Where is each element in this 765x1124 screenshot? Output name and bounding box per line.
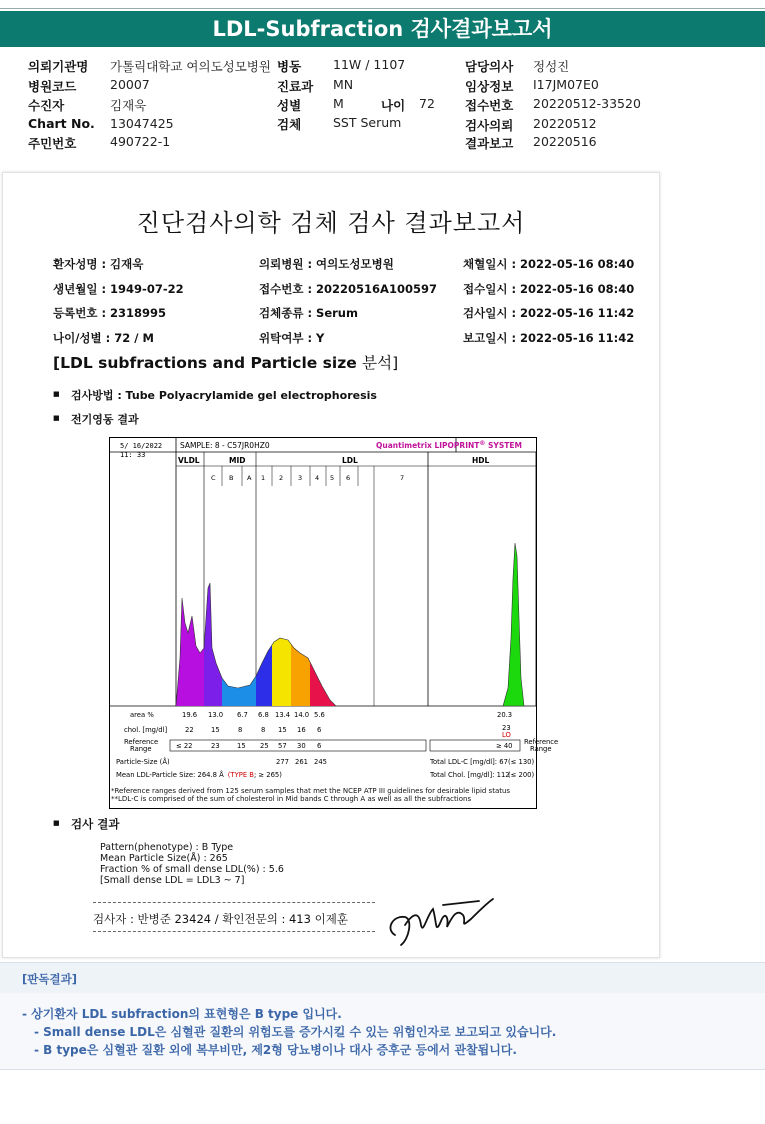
electropherogram: [109, 437, 559, 809]
band-a: A: [247, 474, 252, 482]
patient-label: 수진자: [28, 98, 65, 113]
age-value: 72: [419, 96, 435, 111]
chol-mid-b: 8: [238, 726, 243, 734]
total-ldl-ref: (≤ 130): [508, 758, 535, 766]
total-chol: Total Chol. [mg/dl]: 112: [430, 771, 510, 779]
ref-hdl: ≥ 40: [496, 742, 513, 750]
area-vldl: 19.6: [182, 711, 198, 719]
region-vldl: VLDL: [178, 456, 200, 465]
request-value: 20220512: [533, 116, 597, 131]
ref-label-1: Reference: [124, 738, 159, 746]
method-text: ■ 검사방법 : Tube Polyacrylamide gel electrophoresis: [71, 387, 377, 403]
registration-number: 등록번호 : 2318995: [53, 306, 167, 320]
specimen-label: 검체: [277, 117, 302, 132]
referring-hospital: 의뢰병원 : 여의도성모병원: [259, 257, 394, 271]
age-sex: 나이/성별 : 72 / M: [53, 331, 154, 345]
conclusion-body: [0, 993, 765, 1070]
ref-ldl1: 25: [260, 742, 269, 750]
gram-brand: Quantimetrix LIPOPRINT® SYSTEM: [376, 440, 522, 450]
ref-vldl: ≤ 22: [176, 742, 193, 750]
age-label: 나이: [381, 98, 406, 113]
ref-mid-c: 23: [211, 742, 220, 750]
area-hdl: 20.3: [497, 711, 513, 719]
result-line-pattern: Pattern(phenotype) : B Type: [100, 842, 234, 853]
result-lines: [100, 842, 284, 886]
band-6: 6: [346, 474, 351, 482]
psize-3: 245: [314, 758, 327, 766]
ref-label-right-1: Reference: [524, 738, 559, 746]
collected-at: 채혈일시 : 2022-05-16 08:40: [463, 257, 635, 271]
result-line-definition: [Small dense LDL = LDL3 ~ 7]: [100, 875, 245, 886]
psize-2: 261: [295, 758, 308, 766]
sex-value: M: [333, 96, 344, 111]
band-c: C: [211, 474, 216, 482]
hospital-code-label: 병원코드: [28, 79, 77, 94]
meta-table: [0, 0, 765, 160]
region-hdl: HDL: [472, 456, 490, 465]
report-header: LDL-Subfraction 검사결과보고서: [0, 11, 765, 47]
hospital-code-value: 20007: [110, 77, 150, 92]
chol-ldl4: 6: [317, 726, 322, 734]
institution-value: 가톨릭대학교 여의도성모병원: [110, 59, 271, 74]
specimen-value: SST Serum: [333, 115, 402, 130]
band-3: 3: [298, 474, 303, 482]
reception-number: 접수번호 : 20220516A100597: [259, 282, 437, 296]
patient-value: 김재욱: [110, 98, 147, 113]
doctor-label: 담당의사: [465, 59, 514, 74]
institution-label: 의뢰기관명: [28, 59, 89, 74]
ref-ldl3: 30: [297, 742, 306, 750]
conclusion-line-1: - 상기환자 LDL subfraction의 표현형은 B type 입니다.: [22, 1007, 342, 1021]
clinical-label: 임상정보: [465, 79, 514, 94]
area-mid-c: 13.0: [208, 711, 224, 719]
doctor-value: 정성진: [533, 59, 570, 74]
band-2: 2: [279, 474, 284, 482]
ref-label-2: Range: [130, 745, 152, 753]
report-date-value: 20220516: [533, 134, 597, 149]
conclusion-heading: [판독결과]: [22, 972, 77, 986]
total-ldl: Total LDL-C [mg/dl]: 67: [430, 758, 508, 766]
area-ldl2: 13.4: [275, 711, 291, 719]
gram-date: 5/ 16/2022: [120, 442, 163, 450]
ref-ldl2: 57: [278, 742, 287, 750]
chol-mid-c: 15: [211, 726, 220, 734]
psize-1: 277: [276, 758, 289, 766]
ref-ldl4: 6: [317, 742, 322, 750]
signature-line-bottom: [93, 931, 375, 932]
area-ldl4: 5.6: [314, 711, 325, 719]
test-result-label: ■ 검사 결과: [71, 816, 119, 832]
gram-time: 11: 33: [120, 451, 146, 459]
chol-row-label: chol. [mg/dl]: [124, 726, 168, 734]
specimen-type: 검체종류 : Serum: [259, 306, 358, 320]
referral-status: 위탁여부 : Y: [259, 331, 325, 345]
signature-text: 검사자 : 반병준 23424 / 확인전문의 : 413 이제훈: [93, 912, 348, 926]
ward-label: 병동: [277, 59, 302, 74]
chart-label: Chart No.: [28, 116, 95, 131]
total-chol-ref: (≤ 200): [508, 771, 535, 779]
chol-vldl: 22: [185, 726, 194, 734]
rrn-value: 490722-1: [110, 134, 171, 149]
chol-ldl1: 8: [261, 726, 266, 734]
electrophoresis-label: ■ 전기영동 결과: [71, 411, 139, 427]
result-line-fraction: Fraction % of small dense LDL(%) : 5.6: [100, 864, 284, 875]
electropherogram-svg: [110, 438, 559, 808]
area-row-label: area %: [130, 711, 154, 719]
band-5: 5: [330, 474, 335, 482]
trace-fills: [176, 543, 524, 706]
conclusion-band: [0, 962, 765, 994]
ref-label-right-2: Range: [530, 745, 552, 753]
band-4: 4: [315, 474, 320, 482]
tested-at: 검사일시 : 2022-05-16 11:42: [463, 306, 635, 320]
received-at: 접수일시 : 2022-05-16 08:40: [463, 282, 635, 296]
band-b: B: [229, 474, 234, 482]
ward-value: 11W / 1107: [333, 57, 406, 72]
region-ldl: LDL: [342, 456, 358, 465]
reception-value: 20220512-33520: [533, 96, 641, 111]
mean-ldl-size: Mean LDL-Particle Size: 264.8 Å (TYPE B; ≥ 265): [116, 771, 282, 779]
chol-hdl-flag: LO: [502, 731, 511, 739]
patient-name: 환자성명 : 김재욱: [53, 257, 144, 271]
signature-line-top: [93, 902, 375, 903]
section-title: [LDL subfractions and Particle size 분석]: [53, 354, 399, 372]
chol-hdl: 23: [502, 724, 511, 732]
clinical-value: I17JM07E0: [533, 77, 599, 92]
chart-value: 13047425: [110, 116, 174, 131]
area-ldl1: 6.8: [258, 711, 269, 719]
signature-mark: [383, 895, 495, 953]
birth-date: 생년월일 : 1949-07-22: [53, 282, 184, 296]
sex-label: 성별: [277, 98, 302, 113]
band-7: 7: [400, 474, 405, 482]
reported-at: 보고일시 : 2022-05-16 11:42: [463, 331, 635, 345]
rrn-label: 주민번호: [28, 136, 77, 151]
chol-ldl2: 15: [278, 726, 287, 734]
footnote-2: **LDL-C is comprised of the sum of cholesterol in Mid bands C through A as well as all the subfractions: [111, 795, 472, 803]
result-line-mean-size: Mean Particle Size(Å) : 265: [100, 853, 228, 864]
scanned-report: [2, 172, 660, 958]
request-label: 검사의뢰: [465, 118, 514, 133]
region-mid: MID: [229, 456, 246, 465]
ref-mid-b: 15: [237, 742, 246, 750]
band-1: 1: [261, 474, 266, 482]
conclusion-line-2: - Small dense LDL은 심혈관 질환의 위험도를 증가시킬 수 있는 위험인자로 보고되고 있습니다.: [34, 1025, 557, 1039]
area-ldl3: 14.0: [294, 711, 310, 719]
report-title: 진단검사의학 검체 검사 결과보고서: [136, 209, 526, 237]
footnote-1: *Reference ranges derived from 125 serum samples that met the NCEP ATP III guidelines for desirable lipid status: [111, 787, 511, 795]
conclusion-line-3: - B type은 심혈관 질환 외에 복부비만, 제2형 당뇨병이나 대사 증후군 등에서 관찰됩니다.: [34, 1043, 517, 1057]
results-table: [116, 711, 558, 779]
dept-value: MN: [333, 77, 354, 92]
area-mid-b: 6.7: [237, 711, 248, 719]
report-date-label: 결과보고: [465, 136, 514, 151]
gram-sample: SAMPLE: 8 - C57JR0HZ0: [180, 441, 270, 450]
reception-label: 접수번호: [465, 98, 514, 113]
dept-label: 진료과: [277, 79, 314, 94]
particle-size-label: Particle-Size (Å): [116, 758, 170, 766]
chol-ldl3: 16: [297, 726, 306, 734]
